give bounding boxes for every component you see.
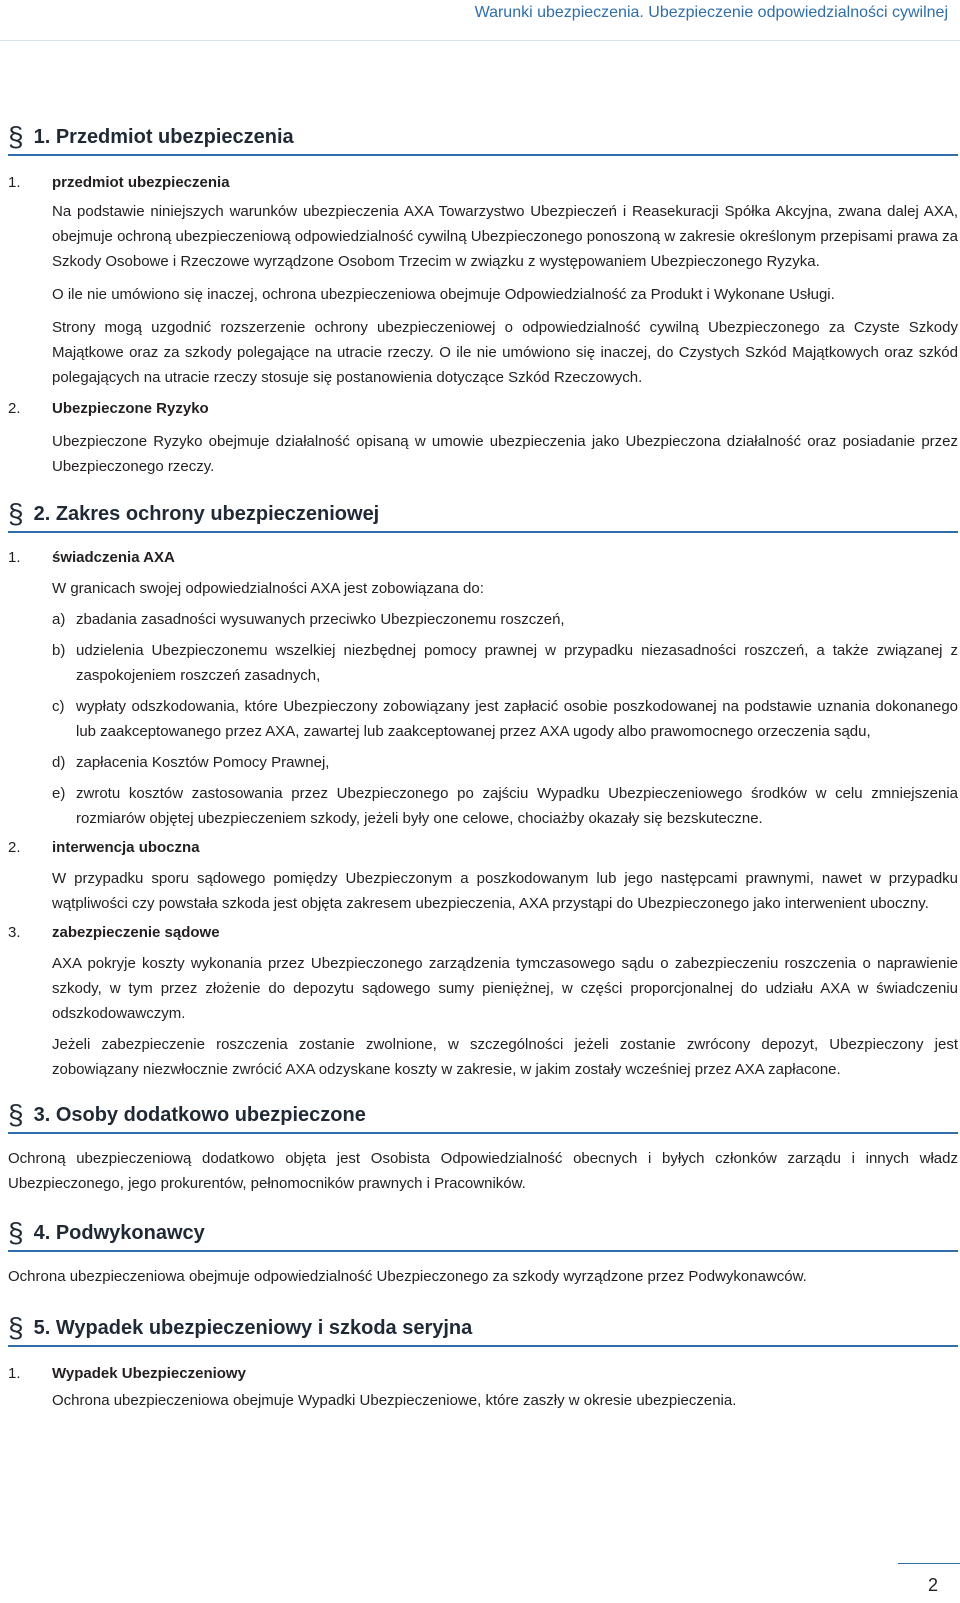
sub-list-item: [52, 638, 958, 688]
paragraph: Ochroną ubezpieczeniową dodatkowo objęta jest Osobista Odpowiedzialność obecnych i byłych członków zarządu i innych władz Ubezpieczonego, jego prokurentów, pełnomocników prawnych i Pracowników.: [8, 1150, 958, 1192]
page-number: 2: [927, 1575, 938, 1595]
sub-item-text: wypłaty odszkodowania, które Ubezpieczony zobowiązany jest zapłacić osobie poszkodowanej na podstawie uznania dokonanego lub zaakceptowanego przez AXA, zawartej lub zaakceptowanej przez AXA ugody albo prawomocnego orzeczenia sądu,: [76, 698, 958, 740]
section-heading: [8, 1309, 958, 1347]
list-item: [8, 920, 960, 945]
sub-item-mark: a): [52, 611, 66, 628]
item-number: 2.: [8, 400, 21, 417]
section-title: 3. Osoby dodatkowo ubezpieczone: [33, 1104, 366, 1126]
item-number: 3.: [8, 924, 21, 941]
section-heading: [8, 495, 958, 533]
document-header-title: Warunki ubezpieczenia. Ubezpieczenie odpowiedzialności cywilnej: [474, 4, 948, 21]
sub-item-mark: b): [52, 642, 66, 659]
section-heading: [8, 1096, 958, 1134]
sub-item-text: zapłacenia Kosztów Pomocy Prawnej,: [76, 754, 330, 771]
sub-list-item: [52, 781, 958, 831]
section-symbol: §: [8, 498, 24, 529]
item-heading: Wypadek Ubezpieczeniowy: [52, 1365, 246, 1382]
list-item: [8, 835, 960, 860]
item-number: 2.: [8, 839, 21, 856]
paragraph: Ochrona ubezpieczeniowa obejmuje odpowiedzialność Ubezpieczonego za szkody wyrządzone przez Podwykonawców.: [8, 1268, 807, 1285]
section-title: 5. Wypadek ubezpieczeniowy i szkoda seryjna: [33, 1317, 473, 1339]
section-heading: [8, 118, 958, 156]
sub-item-mark: e): [52, 785, 66, 802]
sub-list-item: [52, 750, 958, 775]
section-title: 2. Zakres ochrony ubezpieczeniowej: [33, 503, 380, 525]
sub-item-text: udzielenia Ubezpieczonemu wszelkiej niezbędnej pomocy prawnej w przypadku niezasadności roszczeń, a także związanej z zaspokojeniem roszczeń zasadnych,: [76, 642, 958, 684]
section-title: 4. Podwykonawcy: [33, 1222, 205, 1244]
sub-item-mark: c): [52, 698, 65, 715]
paragraph: Ubezpieczone Ryzyko obejmuje działalność opisaną w umowie ubezpieczenia jako Ubezpieczona działalność oraz posiadanie przez Ubezpieczonego rzeczy.: [52, 433, 958, 475]
section-symbol: §: [8, 1217, 24, 1248]
item-heading: przedmiot ubezpieczenia: [52, 174, 230, 191]
section-heading: [8, 1214, 958, 1252]
list-item: [8, 170, 960, 195]
section-title: 1. Przedmiot ubezpieczenia: [33, 126, 294, 148]
document-body: [8, 118, 960, 1413]
sub-list-item: [52, 607, 958, 632]
paragraph: Strony mogą uzgodnić rozszerzenie ochrony ubezpieczeniowej o odpowiedzialność cywilną Ubezpieczonego za Czyste Szkody Majątkowe oraz za szkody polegające na utracie rzeczy. O ile nie umówiono się inaczej, do Czystych Szkód Majątkowych oraz szkód polegających na utracie rzeczy stosuje się postanowienia dotyczące Szkód Rzeczowych.: [52, 319, 958, 386]
sub-list-item: [52, 694, 958, 744]
item-heading: interwencja uboczna: [52, 839, 200, 856]
paragraph: W granicach swojej odpowiedzialności AXA jest zobowiązana do:: [52, 580, 484, 597]
section-symbol: §: [8, 1099, 24, 1130]
list-item: [8, 545, 960, 570]
item-number: 1.: [8, 1365, 21, 1382]
item-heading: zabezpieczenie sądowe: [52, 924, 220, 941]
sub-item-mark: d): [52, 754, 66, 771]
paragraph: O ile nie umówiono się inaczej, ochrona ubezpieczeniowa obejmuje Odpowiedzialność za Produkt i Wykonane Usługi.: [52, 286, 835, 303]
item-number: 1.: [8, 174, 21, 191]
item-heading: świadczenia AXA: [52, 549, 175, 566]
running-header-bar: [0, 0, 960, 41]
paragraph: Ochrona ubezpieczeniowa obejmuje Wypadki Ubezpieczeniowe, które zaszły w okresie ubezpieczenia.: [52, 1392, 737, 1409]
sub-item-text: zwrotu kosztów zastosowania przez Ubezpieczonego po zajściu Wypadku Ubezpieczeniowego środków w celu zmniejszenia rozmiarów objętej ubezpieczeniem szkody, jeżeli były one celowe, chociażby okazały się bezskuteczne.: [76, 785, 958, 827]
section-symbol: §: [8, 1312, 24, 1343]
paragraph: Jeżeli zabezpieczenie roszczenia zostanie zwolnione, w szczególności jeżeli zostanie zwrócony depozyt, Ubezpieczony jest zobowiązany niezwłocznie zwrócić AXA odzyskane koszty w zakresie, w jakim zostały wcześniej przez AXA zapłacone.: [52, 1036, 958, 1078]
list-item: [8, 1361, 960, 1386]
paragraph: W przypadku sporu sądowego pomiędzy Ubezpieczonym a poszkodowanym lub jego następcami prawnymi, nawet w przypadku wątpliwości czy powstała szkoda jest objęta zakresem ubezpieczenia, AXA przystąpi do Ubezpieczonego jako interwenient uboczny.: [52, 870, 958, 912]
item-heading: Ubezpieczone Ryzyko: [52, 400, 209, 417]
section-symbol: §: [8, 121, 24, 152]
sub-item-text: zbadania zasadności wysuwanych przeciwko Ubezpieczonemu roszczeń,: [76, 611, 565, 628]
footer-rule: [898, 1563, 960, 1564]
paragraph: Na podstawie niniejszych warunków ubezpieczenia AXA Towarzystwo Ubezpieczeń i Reasekuracji Spółka Akcyjna, zwana dalej AXA, obejmuje ochroną ubezpieczeniową odpowiedzialność cywilną Ubezpieczonego ponoszoną w zakresie określonym przepisami prawa za Szkody Osobowe i Rzeczowe wyrządzone Osobom Trzecim w związku z występowaniem Ubezpieczonego Ryzyka.: [52, 203, 958, 270]
paragraph: AXA pokryje koszty wykonania przez Ubezpieczonego zarządzenia tymczasowego sądu o zabezpieczeniu roszczenia o naprawienie szkody, w tym przez złożenie do depozytu sądowego sumy pieniężnej, w części proporcjonalnej do udziału AXA w świadczeniu odszkodowawczym.: [52, 955, 958, 1022]
item-number: 1.: [8, 549, 21, 566]
list-item: [8, 396, 960, 421]
